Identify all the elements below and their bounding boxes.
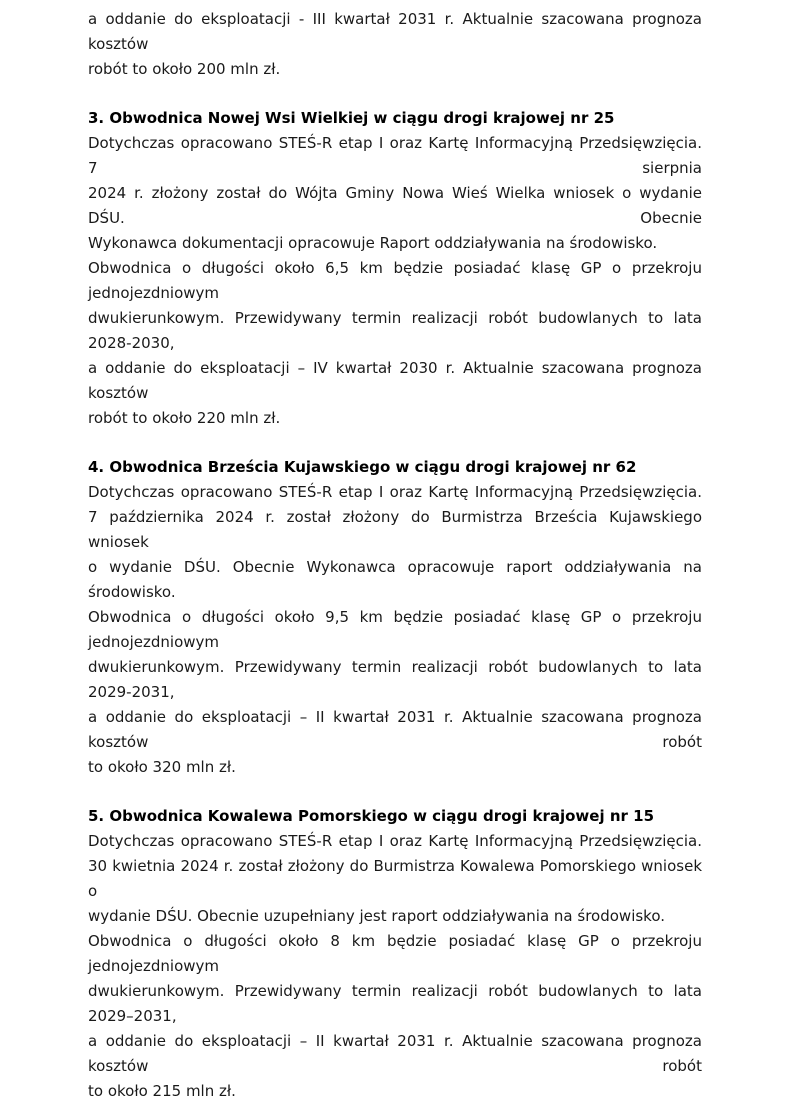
text-line: wydanie DŚU. Obecnie uzupełniany jest raport oddziaływania na środowisko. xyxy=(88,907,666,925)
section-heading: 5. Obwodnica Kowalewa Pomorskiego w ciągu drogi krajowej nr 15 xyxy=(88,807,655,825)
text-line: 30 kwietnia 2024 r. został złożony do Burmistrza Kowalewa Pomorskiego wniosek o xyxy=(88,857,702,900)
paragraph xyxy=(88,829,702,929)
paragraph xyxy=(88,256,702,431)
text-line: Dotychczas opracowano STEŚ-R etap I oraz Kartę Informacyjną Przedsięwzięcia. xyxy=(88,832,702,850)
text-line: dwukierunkowym. Przewidywany termin realizacji robót budowlanych to lata 2029–2031, xyxy=(88,982,702,1025)
paragraph xyxy=(88,131,702,256)
text-line: to około 320 mln zł. xyxy=(88,758,236,776)
text-line: a oddanie do eksploatacji – II kwartał 2031 r. Aktualnie szacowana prognoza kosztów robót xyxy=(88,708,702,751)
section-obwodnica-nowej-wsi-wielkiej xyxy=(88,106,702,431)
paragraph xyxy=(88,929,702,1104)
text-line: dwukierunkowym. Przewidywany termin realizacji robót budowlanych to lata 2029-2031, xyxy=(88,658,702,701)
text-line: Obwodnica o długości około 8 km będzie posiadać klasę GP o przekroju jednojezdniowym xyxy=(88,932,702,975)
leading-paragraph xyxy=(88,7,702,82)
text-line: robót to około 220 mln zł. xyxy=(88,409,281,427)
text-line: a oddanie do eksploatacji – IV kwartał 2030 r. Aktualnie szacowana prognoza kosztów xyxy=(88,359,702,402)
text-line: a oddanie do eksploatacji – II kwartał 2031 r. Aktualnie szacowana prognoza kosztów robót xyxy=(88,1032,702,1075)
section-obwodnica-kowalewa-pomorskiego xyxy=(88,804,702,1104)
text-line: Wykonawca dokumentacji opracowuje Raport oddziaływania na środowisko. xyxy=(88,234,658,252)
section-heading: 3. Obwodnica Nowej Wsi Wielkiej w ciągu drogi krajowej nr 25 xyxy=(88,109,615,127)
text-line: dwukierunkowym. Przewidywany termin realizacji robót budowlanych to lata 2028-2030, xyxy=(88,309,702,352)
text-line: 2024 r. złożony został do Wójta Gminy Nowa Wieś Wielka wniosek o wydanie DŚU. Obecnie xyxy=(88,184,702,227)
text-line: a oddanie do eksploatacji - III kwartał 2031 r. Aktualnie szacowana prognoza kosztów xyxy=(88,10,702,53)
text-line: Obwodnica o długości około 6,5 km będzie posiadać klasę GP o przekroju jednojezdniowym xyxy=(88,259,702,302)
text-line: 7 października 2024 r. został złożony do Burmistrza Brześcia Kujawskiego wniosek xyxy=(88,508,702,551)
paragraph xyxy=(88,605,702,780)
text-line: Dotychczas opracowano STEŚ-R etap I oraz Kartę Informacyjną Przedsięwzięcia. 7 sierpnia xyxy=(88,134,702,177)
text-line: Dotychczas opracowano STEŚ-R etap I oraz Kartę Informacyjną Przedsięwzięcia. xyxy=(88,483,702,501)
paragraph xyxy=(88,480,702,605)
text-line: to około 215 mln zł. xyxy=(88,1082,236,1100)
section-obwodnica-brzescia-kujawskiego xyxy=(88,455,702,780)
text-line: robót to około 200 mln zł. xyxy=(88,60,281,78)
text-line: Obwodnica o długości około 9,5 km będzie posiadać klasę GP o przekroju jednojezdniowym xyxy=(88,608,702,651)
text-line: o wydanie DŚU. Obecnie Wykonawca opracowuje raport oddziaływania na środowisko. xyxy=(88,558,702,601)
section-heading: 4. Obwodnica Brześcia Kujawskiego w ciągu drogi krajowej nr 62 xyxy=(88,458,637,476)
